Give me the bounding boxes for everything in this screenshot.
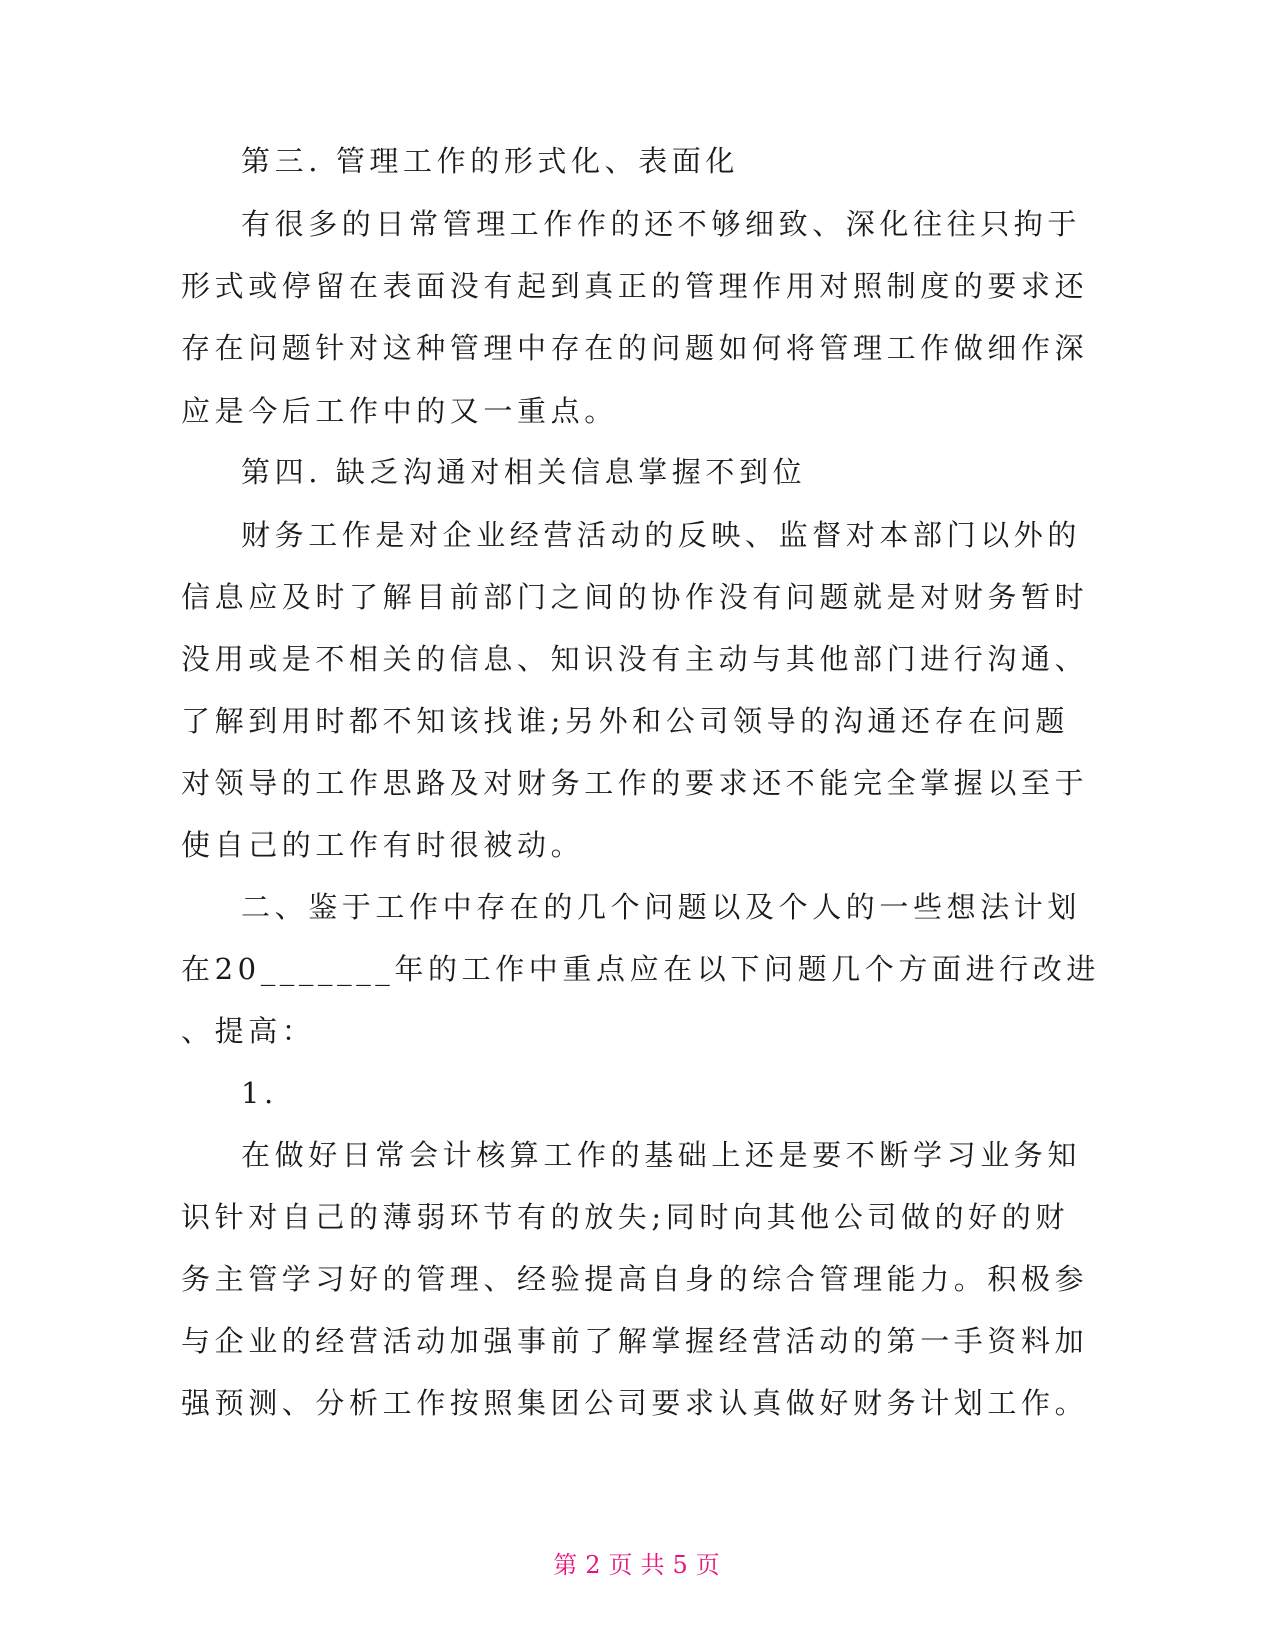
paragraph-line: 了解到用时都不知该找谁;另外和公司领导的沟通还存在问题	[181, 704, 1069, 738]
paragraph-line: 有很多的日常管理工作作的还不够细致、深化往往只拘于	[241, 207, 1082, 241]
paragraph-line: 没用或是不相关的信息、知识没有主动与其他部门进行沟通、	[181, 642, 1089, 676]
paragraph-line: 对领导的工作思路及对财务工作的要求还不能完全掌握以至于	[181, 766, 1089, 800]
footer-total-word: 共	[640, 1551, 667, 1579]
footer-suffix: 页	[695, 1551, 722, 1579]
paragraph-line: 识针对自己的薄弱环节有的放失;同时向其他公司做的好的财	[181, 1200, 1069, 1234]
heading-section-three: 第三. 管理工作的形式化、表面化	[241, 144, 740, 178]
heading-part-two: 二、鉴于工作中存在的几个问题以及个人的一些想法计划	[241, 890, 1082, 924]
paragraph-line: 在做好日常会计核算工作的基础上还是要不断学习业务知	[241, 1138, 1082, 1172]
paragraph-line: 使自己的工作有时很被动。	[181, 828, 585, 862]
paragraph-line: 、提高：	[181, 1014, 316, 1048]
paragraph-line: 务主管学习好的管理、经验提高自身的综合管理能力。积极参	[181, 1262, 1089, 1296]
paragraph-line: 应是今后工作中的又一重点。	[181, 394, 618, 428]
footer-prefix: 第	[553, 1551, 580, 1579]
paragraph-line: 信息应及时了解目前部门之间的协作没有问题就是对财务暂时	[181, 580, 1089, 614]
footer-page-word: 页	[608, 1551, 635, 1579]
paragraph-line: 财务工作是对企业经营活动的反映、监督对本部门以外的	[241, 518, 1082, 552]
paragraph-line: 存在问题针对这种管理中存在的问题如何将管理工作做细作深	[181, 331, 1089, 365]
heading-section-four: 第四. 缺乏沟通对相关信息掌握不到位	[241, 455, 807, 489]
footer-total-pages: 5	[672, 1551, 690, 1579]
paragraph-line: 与企业的经营活动加强事前了解掌握经营活动的第一手资料加	[181, 1324, 1089, 1358]
paragraph-line: 强预测、分析工作按照集团公司要求认真做好财务计划工作。	[181, 1386, 1089, 1420]
paragraph-line: 形式或停留在表面没有起到真正的管理作用对照制度的要求还	[181, 269, 1089, 303]
list-number: 1.	[241, 1076, 278, 1110]
page-footer	[0, 1545, 1275, 1580]
paragraph-line: 在20_______年的工作中重点应在以下问题几个方面进行改进	[181, 952, 1101, 986]
footer-current-page: 2	[585, 1551, 603, 1579]
